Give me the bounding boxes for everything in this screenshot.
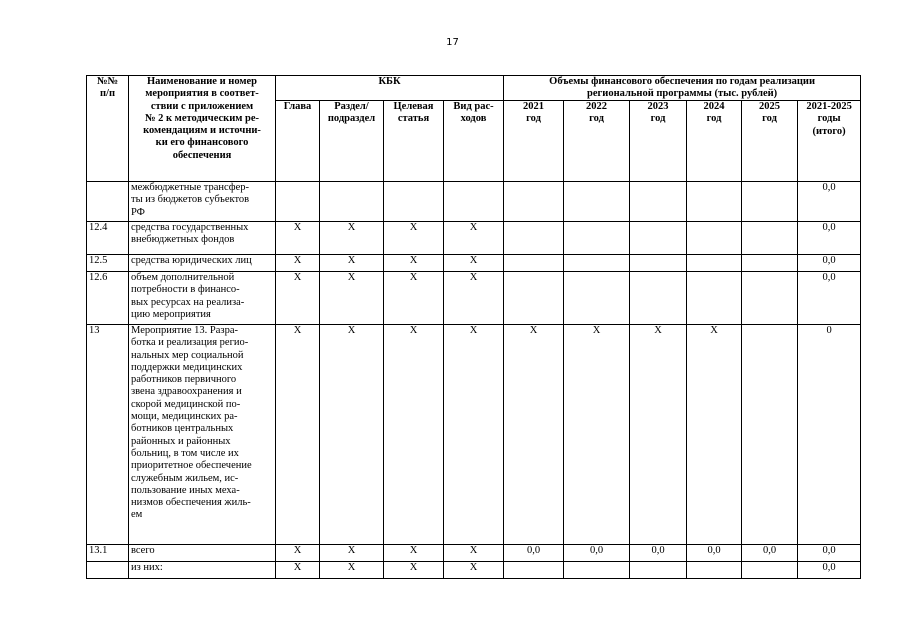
kbk-cell: Х (276, 325, 320, 545)
table-row (87, 562, 861, 579)
kbk-cell (384, 182, 444, 222)
kbk-cell: Х (384, 272, 444, 325)
row-number: 13 (87, 325, 129, 545)
year-cell (687, 272, 742, 325)
year-cell (742, 325, 798, 545)
year-cell (504, 182, 564, 222)
row-name: из них: (129, 562, 276, 579)
year-cell: 0,0 (742, 545, 798, 562)
year-cell (630, 562, 687, 579)
year-cell (742, 562, 798, 579)
year-cell (630, 272, 687, 325)
year-cell (687, 182, 742, 222)
year-cell (504, 255, 564, 272)
kbk-cell: Х (444, 222, 504, 255)
kbk-cell: Х (320, 562, 384, 579)
table-row (87, 272, 861, 325)
row-number: 12.5 (87, 255, 129, 272)
kbk-cell: Х (384, 562, 444, 579)
header-volumes: Объемы финансового обеспечения по годам реализации региональной программы (тыс. рублей) (504, 76, 861, 101)
header-kbk-col: Вид рас- ходов (444, 101, 504, 182)
year-cell: Х (504, 325, 564, 545)
year-cell: 0,0 (687, 545, 742, 562)
kbk-cell: Х (444, 545, 504, 562)
year-cell (504, 562, 564, 579)
year-cell: 0 (798, 325, 861, 545)
kbk-cell (444, 182, 504, 222)
kbk-cell: Х (320, 325, 384, 545)
year-cell (630, 255, 687, 272)
year-cell (630, 222, 687, 255)
kbk-cell: Х (276, 562, 320, 579)
row-name: всего (129, 545, 276, 562)
row-name: средства юридических лиц (129, 255, 276, 272)
header-year-col: 2022 год (564, 101, 630, 182)
header-kbk-col: Раздел/ подраздел (320, 101, 384, 182)
year-cell (630, 182, 687, 222)
table-row (87, 182, 861, 222)
year-cell: 0,0 (504, 545, 564, 562)
year-cell: Х (564, 325, 630, 545)
year-cell: 0,0 (630, 545, 687, 562)
kbk-cell: Х (444, 255, 504, 272)
year-cell (742, 272, 798, 325)
table-row (87, 545, 861, 562)
funding-table (86, 75, 861, 579)
header-kbk-col: Глава (276, 101, 320, 182)
year-cell (687, 222, 742, 255)
header-kbk: КБК (276, 76, 504, 101)
header-year-col: 2023 год (630, 101, 687, 182)
header-name: Наименование и номер мероприятия в соответ- ствии с приложением № 2 к методическим ре- комендациям и источни- ки его финансового обеспечения (129, 76, 276, 182)
year-cell: 0,0 (798, 272, 861, 325)
year-cell (687, 562, 742, 579)
page-number: 17 (446, 37, 459, 48)
header-year-col: 2021-2025 годы (итого) (798, 101, 861, 182)
year-cell (564, 182, 630, 222)
kbk-cell (320, 182, 384, 222)
row-number (87, 562, 129, 579)
year-cell (687, 255, 742, 272)
kbk-cell: Х (444, 272, 504, 325)
row-name: Мероприятие 13. Разра- ботка и реализация регио- нальных мер социальной поддержки медицинских работников первичного звена здравоохранения и скорой медицинской по- мощи, медицинских ра- ботников центральных районных и районных больниц, в том числе их приоритетное обеспечение служебным жильем, ис- пользование иных меха- низмов обеспечения жиль- ем (129, 325, 276, 545)
kbk-cell (276, 182, 320, 222)
kbk-cell: Х (444, 562, 504, 579)
kbk-cell: Х (320, 545, 384, 562)
year-cell: 0,0 (798, 182, 861, 222)
year-cell: Х (687, 325, 742, 545)
row-name: средства государственных внебюджетных фондов (129, 222, 276, 255)
kbk-cell: Х (384, 255, 444, 272)
header-number: №№ п/п (87, 76, 129, 182)
year-cell (504, 272, 564, 325)
year-cell: 0,0 (564, 545, 630, 562)
year-cell (504, 222, 564, 255)
kbk-cell: Х (384, 222, 444, 255)
kbk-cell: Х (276, 222, 320, 255)
kbk-cell: Х (384, 545, 444, 562)
row-name: объем дополнительной потребности в финансо- вых ресурсах на реализа- цию мероприятия (129, 272, 276, 325)
year-cell (564, 222, 630, 255)
year-cell: 0,0 (798, 222, 861, 255)
year-cell (742, 182, 798, 222)
header-kbk-col: Целевая статья (384, 101, 444, 182)
header-year-col: 2021 год (504, 101, 564, 182)
kbk-cell: Х (276, 272, 320, 325)
row-number (87, 182, 129, 222)
kbk-cell: Х (320, 222, 384, 255)
row-number: 13.1 (87, 545, 129, 562)
table-row (87, 255, 861, 272)
row-name: межбюджетные трансфер- ты из бюджетов субъектов РФ (129, 182, 276, 222)
table-row (87, 325, 861, 545)
kbk-cell: Х (276, 545, 320, 562)
year-cell (742, 255, 798, 272)
kbk-cell: Х (384, 325, 444, 545)
year-cell (564, 272, 630, 325)
kbk-cell: Х (276, 255, 320, 272)
table-row (87, 222, 861, 255)
year-cell: 0,0 (798, 562, 861, 579)
year-cell (564, 562, 630, 579)
year-cell (564, 255, 630, 272)
year-cell: Х (630, 325, 687, 545)
row-number: 12.4 (87, 222, 129, 255)
header-year-col: 2025 год (742, 101, 798, 182)
year-cell: 0,0 (798, 545, 861, 562)
year-cell (742, 222, 798, 255)
row-number: 12.6 (87, 272, 129, 325)
header-year-col: 2024 год (687, 101, 742, 182)
kbk-cell: Х (320, 272, 384, 325)
year-cell: 0,0 (798, 255, 861, 272)
kbk-cell: Х (320, 255, 384, 272)
kbk-cell: Х (444, 325, 504, 545)
